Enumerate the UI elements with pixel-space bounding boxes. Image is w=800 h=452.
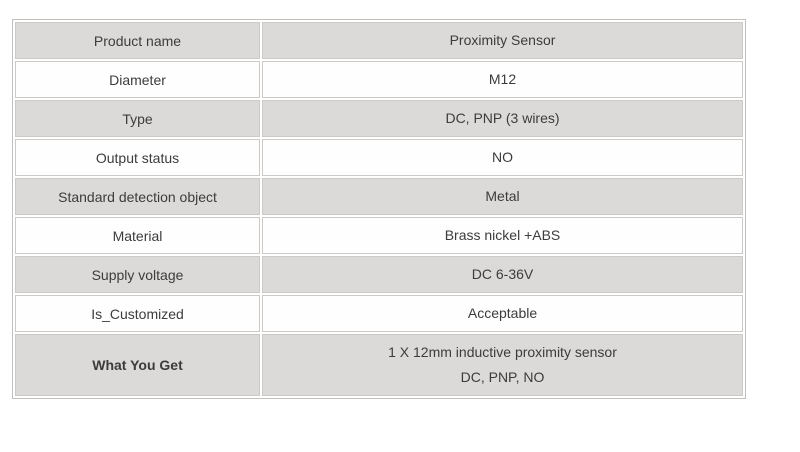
spec-value-line: DC, PNP, NO — [460, 369, 545, 385]
spec-table-body — [15, 22, 743, 396]
spec-label-cell: Type — [15, 100, 260, 137]
spec-label-cell: Output status — [15, 139, 260, 176]
spec-value-line: NO — [492, 149, 513, 165]
spec-value-cell — [262, 61, 743, 98]
table-row — [15, 256, 743, 293]
table-row — [15, 22, 743, 59]
spec-label-cell: Material — [15, 217, 260, 254]
spec-value-cell — [262, 100, 743, 137]
table-row — [15, 334, 743, 396]
spec-label-cell: What You Get — [15, 334, 260, 396]
spec-value-cell — [262, 217, 743, 254]
table-row — [15, 295, 743, 332]
spec-value-cell — [262, 22, 743, 59]
spec-value-line: M12 — [488, 71, 517, 87]
spec-value-line: Brass nickel +ABS — [444, 227, 561, 243]
spec-value-cell — [262, 334, 743, 396]
spec-value-line: Proximity Sensor — [449, 32, 556, 48]
product-spec-table — [12, 19, 746, 399]
table-row — [15, 139, 743, 176]
table-row — [15, 178, 743, 215]
spec-value-line: Metal — [485, 188, 520, 204]
spec-label-cell: Product name — [15, 22, 260, 59]
spec-value-line: Acceptable — [467, 305, 538, 321]
spec-value-line: DC, PNP (3 wires) — [445, 110, 560, 126]
spec-label-cell: Diameter — [15, 61, 260, 98]
spec-label-cell: Is_Customized — [15, 295, 260, 332]
spec-label-cell: Standard detection object — [15, 178, 260, 215]
table-row — [15, 100, 743, 137]
spec-value-line: DC 6-36V — [471, 266, 534, 282]
spec-value-cell — [262, 139, 743, 176]
spec-value-cell — [262, 295, 743, 332]
spec-value-line: 1 X 12mm inductive proximity sensor — [388, 344, 617, 360]
table-row — [15, 217, 743, 254]
spec-value-cell — [262, 256, 743, 293]
spec-value-cell — [262, 178, 743, 215]
spec-label-cell: Supply voltage — [15, 256, 260, 293]
table-row — [15, 61, 743, 98]
